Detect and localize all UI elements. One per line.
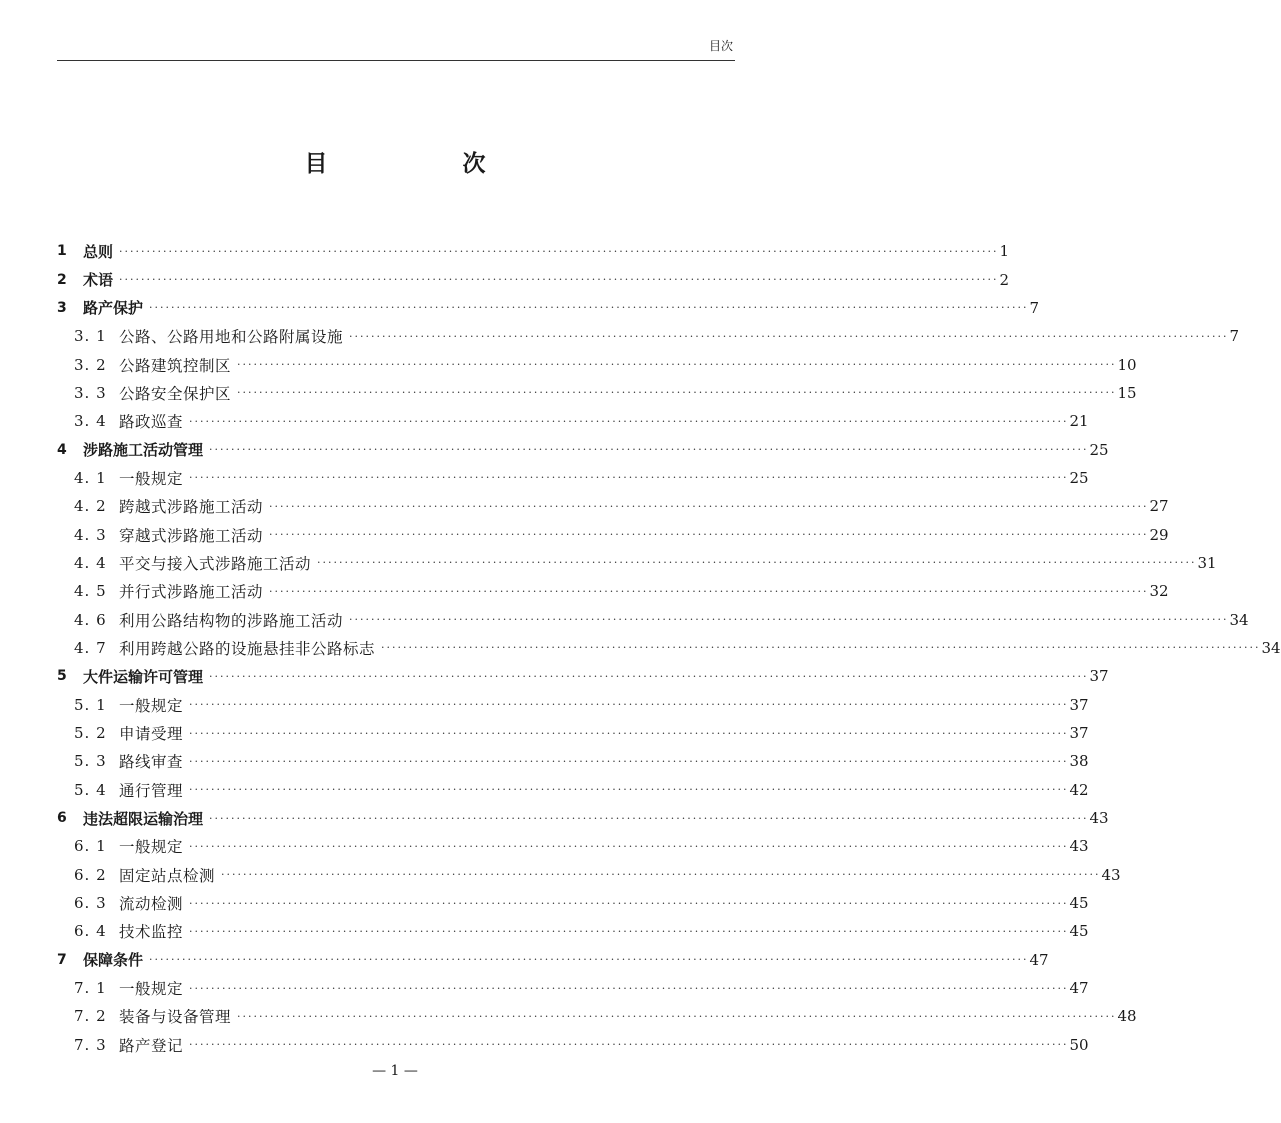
toc-entry-page: 2	[999, 270, 1010, 289]
toc-entry-number: 4. 7	[74, 638, 107, 657]
running-header: 目次	[708, 39, 733, 53]
toc-entry-number: 3. 1	[74, 327, 107, 346]
toc-chapter-entry[interactable]	[57, 435, 1109, 463]
toc-entry-page: 31	[1197, 553, 1217, 572]
toc-entry-title: 违法超限运输治理	[83, 809, 204, 828]
toc-entry-number: 3. 2	[74, 355, 107, 374]
toc-dot-leader: ································································································································································	[189, 783, 1069, 797]
toc-chapter-entry[interactable]	[57, 804, 1109, 832]
table-of-contents	[57, 237, 1281, 1059]
toc-section-entry[interactable]	[57, 379, 1137, 407]
toc-dot-leader: ································································································································································	[349, 329, 1229, 343]
toc-dot-leader: ································································································································································	[269, 528, 1149, 542]
toc-entry-number: 4. 3	[74, 525, 107, 544]
toc-entry-title: 保障条件	[83, 951, 144, 970]
toc-entry-title: 并行式涉路施工活动	[119, 583, 264, 602]
toc-section-entry[interactable]	[57, 889, 1089, 917]
toc-dot-leader: ································································································································································	[209, 669, 1089, 683]
toc-dot-leader: ································································································································································	[149, 301, 1029, 315]
toc-dot-leader: ································································································································································	[189, 1038, 1069, 1052]
toc-entry-title: 路政巡查	[119, 413, 184, 432]
toc-dot-leader: ································································································································································	[269, 499, 1149, 513]
toc-entry-page: 34	[1229, 610, 1249, 629]
toc-dot-leader: ································································································································································	[189, 839, 1069, 853]
toc-entry-title: 术语	[83, 271, 114, 290]
toc-section-entry[interactable]	[57, 577, 1169, 605]
toc-chapter-entry[interactable]	[57, 237, 1010, 265]
toc-dot-leader: ································································································································································	[317, 556, 1197, 570]
toc-section-entry[interactable]	[57, 1002, 1137, 1030]
toc-entry-page: 45	[1069, 894, 1089, 913]
toc-dot-leader: ································································································································································	[189, 981, 1069, 995]
toc-entry-title: 路线审查	[119, 753, 184, 772]
toc-entry-page: 1	[999, 242, 1010, 261]
toc-entry-page: 37	[1089, 667, 1109, 686]
toc-entry-title: 一般规定	[119, 980, 184, 999]
toc-entry-page: 43	[1101, 865, 1121, 884]
page-title: 目 次	[304, 151, 542, 177]
toc-section-entry[interactable]	[57, 974, 1089, 1002]
toc-dot-leader: ································································································································································	[189, 726, 1069, 740]
toc-entry-number: 3. 3	[74, 383, 107, 402]
toc-entry-page: 10	[1117, 355, 1137, 374]
toc-entry-number: 4. 5	[74, 582, 107, 601]
toc-dot-leader: ································································································································································	[237, 1009, 1117, 1023]
toc-entry-page: 34	[1261, 638, 1281, 657]
toc-entry-page: 29	[1149, 525, 1169, 544]
toc-dot-leader: ································································································································································	[381, 641, 1261, 655]
toc-entry-page: 37	[1069, 695, 1089, 714]
toc-entry-number: 5	[57, 668, 67, 685]
toc-dot-leader: ································································································································································	[221, 868, 1101, 882]
toc-entry-title: 技术监控	[119, 923, 184, 942]
toc-section-entry[interactable]	[57, 776, 1089, 804]
toc-entry-title: 一般规定	[119, 696, 184, 715]
toc-entry-title: 跨越式涉路施工活动	[119, 498, 264, 517]
toc-section-entry[interactable]	[57, 492, 1169, 520]
toc-chapter-entry[interactable]	[57, 662, 1109, 690]
toc-entry-number: 6	[57, 810, 67, 827]
toc-entry-number: 1	[57, 243, 67, 260]
toc-entry-title: 总则	[83, 242, 114, 261]
toc-section-entry[interactable]	[57, 322, 1240, 350]
toc-dot-leader: ································································································································································	[189, 924, 1069, 938]
toc-section-entry[interactable]	[57, 691, 1089, 719]
toc-entry-number: 5. 4	[74, 780, 107, 799]
toc-entry-number: 5. 3	[74, 752, 107, 771]
toc-entry-number: 6. 2	[74, 865, 107, 884]
toc-section-entry[interactable]	[57, 719, 1089, 747]
toc-entry-page: 50	[1069, 1035, 1089, 1054]
toc-dot-leader: ································································································································································	[189, 896, 1069, 910]
toc-entry-number: 4. 1	[74, 468, 107, 487]
toc-chapter-entry[interactable]	[57, 946, 1049, 974]
toc-section-entry[interactable]	[57, 747, 1089, 775]
toc-entry-title: 一般规定	[119, 469, 184, 488]
page-number-footer: — 1 —	[372, 1063, 418, 1079]
toc-entry-number: 6. 1	[74, 837, 107, 856]
toc-entry-number: 4. 6	[74, 610, 107, 629]
toc-entry-page: 32	[1149, 582, 1169, 601]
toc-entry-page: 47	[1029, 950, 1049, 969]
toc-dot-leader: ································································································································································	[269, 584, 1149, 598]
toc-entry-page: 21	[1069, 412, 1089, 431]
toc-entry-title: 大件运输许可管理	[83, 667, 204, 686]
toc-entry-title: 涉路施工活动管理	[83, 441, 204, 460]
toc-entry-page: 27	[1149, 497, 1169, 516]
toc-entry-number: 7. 1	[74, 979, 107, 998]
toc-dot-leader: ································································································································································	[209, 811, 1089, 825]
toc-section-entry[interactable]	[57, 350, 1137, 378]
toc-entry-number: 5. 2	[74, 724, 107, 743]
toc-section-entry[interactable]	[57, 832, 1089, 860]
toc-dot-leader: ································································································································································	[237, 386, 1117, 400]
toc-dot-leader: ································································································································································	[349, 613, 1229, 627]
toc-entry-title: 公路、公路用地和公路附属设施	[119, 328, 344, 347]
toc-entry-title: 路产登记	[119, 1036, 184, 1055]
toc-entry-title: 通行管理	[119, 781, 184, 800]
toc-entry-number: 2	[57, 271, 67, 288]
toc-entry-title: 一般规定	[119, 838, 184, 857]
toc-entry-page: 47	[1069, 979, 1089, 998]
toc-entry-title: 装备与设备管理	[119, 1008, 232, 1027]
toc-entry-title: 平交与接入式涉路施工活动	[119, 554, 312, 573]
toc-entry-number: 3	[57, 299, 67, 316]
toc-section-entry[interactable]	[57, 464, 1089, 492]
toc-entry-page: 48	[1117, 1007, 1137, 1026]
toc-section-entry[interactable]	[57, 1031, 1089, 1059]
toc-dot-leader: ································································································································································	[189, 754, 1069, 768]
toc-entry-page: 25	[1069, 468, 1089, 487]
toc-section-entry[interactable]	[57, 917, 1089, 945]
toc-section-entry[interactable]	[57, 605, 1249, 633]
toc-entry-page: 45	[1069, 922, 1089, 941]
toc-entry-number: 6. 3	[74, 894, 107, 913]
toc-entry-number: 7. 2	[74, 1007, 107, 1026]
toc-entry-page: 43	[1069, 837, 1089, 856]
toc-entry-title: 固定站点检测	[119, 866, 216, 885]
toc-dot-leader: ································································································································································	[149, 953, 1029, 967]
toc-entry-number: 6. 4	[74, 922, 107, 941]
toc-entry-title: 穿越式涉路施工活动	[119, 526, 264, 545]
toc-section-entry[interactable]	[57, 520, 1169, 548]
toc-entry-page: 42	[1069, 780, 1089, 799]
toc-entry-number: 3. 4	[74, 412, 107, 431]
toc-dot-leader: ································································································································································	[209, 443, 1089, 457]
toc-dot-leader: ································································································································································	[119, 244, 999, 258]
toc-section-entry[interactable]	[57, 634, 1281, 662]
toc-dot-leader: ································································································································································	[189, 414, 1069, 428]
toc-entry-page: 43	[1089, 809, 1109, 828]
toc-entry-title: 路产保护	[83, 299, 144, 318]
toc-chapter-entry[interactable]	[57, 294, 1040, 322]
toc-entry-title: 公路建筑控制区	[119, 356, 232, 375]
toc-entry-title: 利用跨越公路的设施悬挂非公路标志	[119, 639, 376, 658]
toc-entry-title: 流动检测	[119, 895, 184, 914]
toc-entry-number: 7	[57, 951, 67, 968]
header-rule	[57, 60, 735, 61]
toc-entry-page: 7	[1229, 327, 1240, 346]
toc-section-entry[interactable]	[57, 407, 1089, 435]
toc-entry-number: 4. 4	[74, 553, 107, 572]
toc-section-entry[interactable]	[57, 549, 1217, 577]
toc-dot-leader: ································································································································································	[189, 698, 1069, 712]
toc-section-entry[interactable]	[57, 861, 1121, 889]
toc-entry-number: 7. 3	[74, 1035, 107, 1054]
toc-entry-page: 38	[1069, 752, 1089, 771]
toc-dot-leader: ································································································································································	[237, 358, 1117, 372]
toc-entry-title: 利用公路结构物的涉路施工活动	[119, 611, 344, 630]
toc-entry-page: 7	[1029, 298, 1040, 317]
toc-entry-title: 申请受理	[119, 725, 184, 744]
toc-entry-page: 25	[1089, 440, 1109, 459]
toc-entry-number: 5. 1	[74, 695, 107, 714]
toc-dot-leader: ································································································································································	[189, 471, 1069, 485]
toc-chapter-entry[interactable]	[57, 265, 1010, 293]
toc-entry-title: 公路安全保护区	[119, 384, 232, 403]
toc-dot-leader: ································································································································································	[119, 273, 999, 287]
toc-entry-page: 15	[1117, 383, 1137, 402]
toc-entry-number: 4. 2	[74, 497, 107, 516]
toc-entry-page: 37	[1069, 724, 1089, 743]
toc-entry-number: 4	[57, 441, 67, 458]
